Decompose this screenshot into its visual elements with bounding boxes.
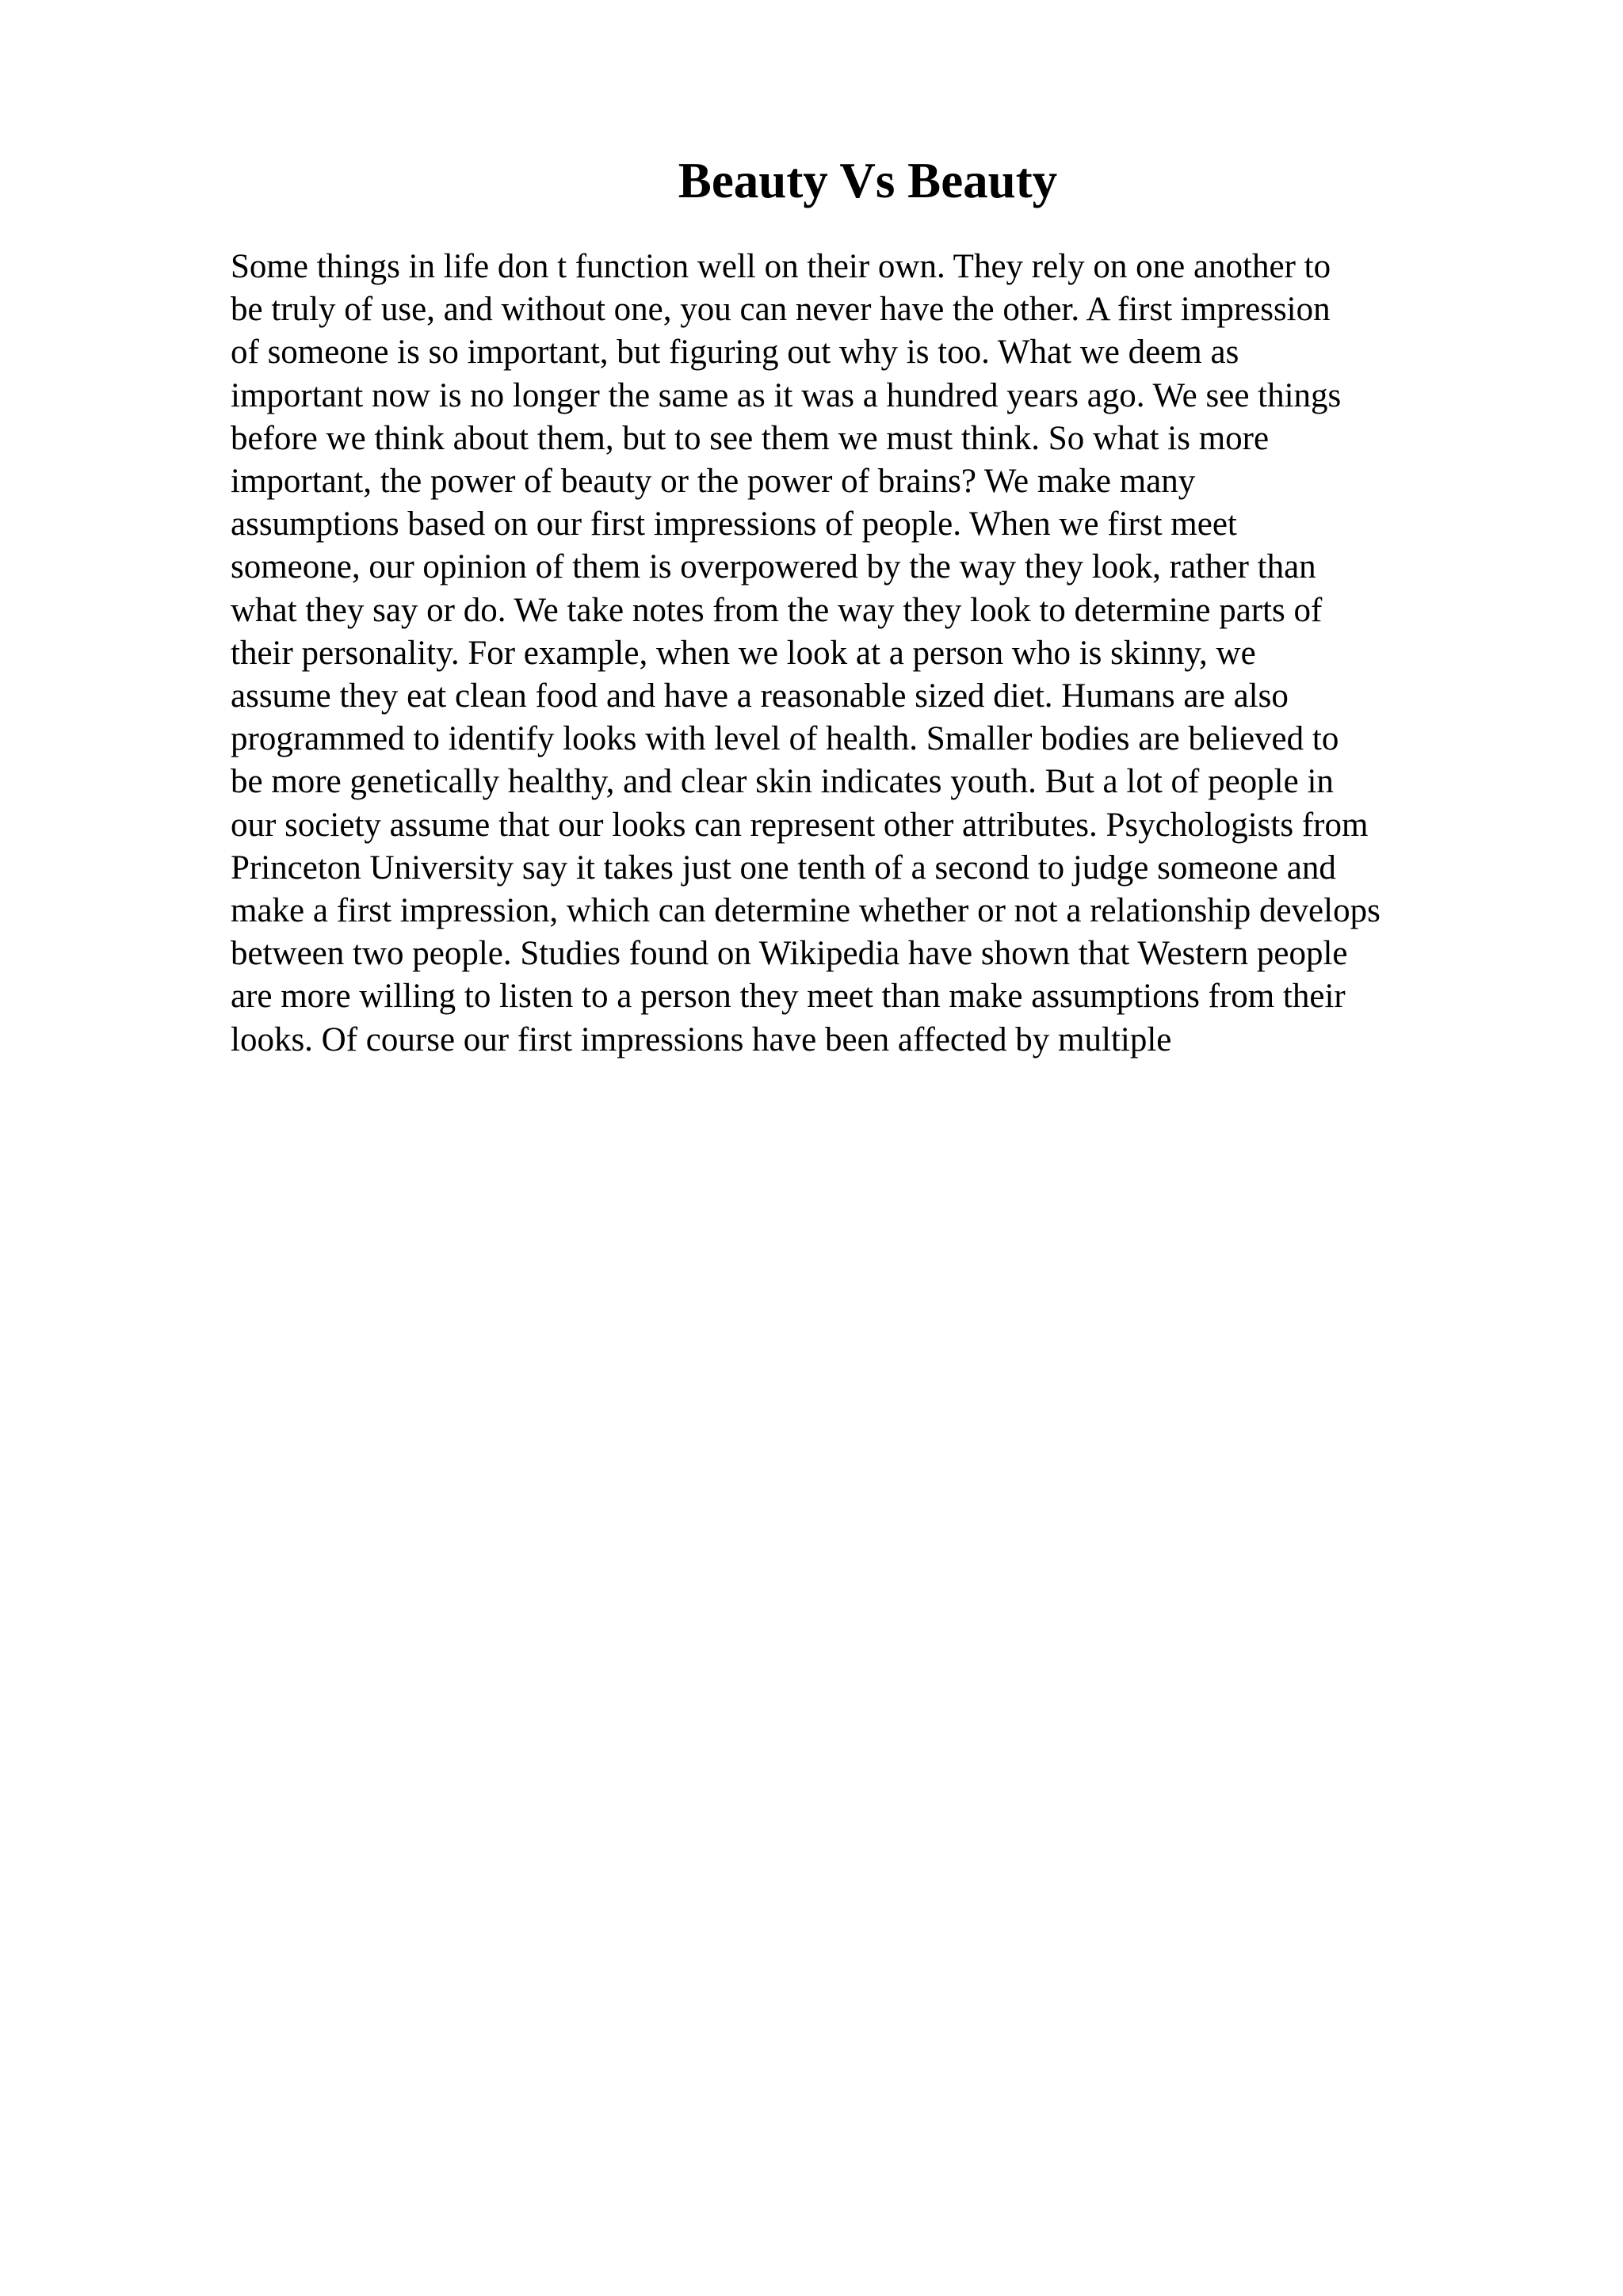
document-title: Beauty Vs Beauty	[678, 153, 1058, 208]
text-line: are more willing to listen to a person they meet than make assumptions from their	[231, 978, 1346, 1016]
text-line: of someone is so important, but figuring out why is too. What we deem as	[231, 334, 1239, 372]
text-line: Some things in life don t function well on their own. They rely on one another to	[231, 248, 1331, 285]
text-line: important now is no longer the same as it was a hundred years ago. We see things	[231, 376, 1342, 414]
text-line: Princeton University say it takes just one tenth of a second to judge someone and	[231, 849, 1336, 887]
body-paragraph	[231, 246, 1594, 1062]
text-line: their personality. For example, when we look at a person who is skinny, we	[231, 634, 1256, 672]
text-line: before we think about them, but to see them we must think. So what is more	[231, 419, 1270, 457]
text-line: our society assume that our looks can represent other attributes. Psychologists from	[231, 806, 1369, 844]
text-line: assumptions based on our first impressions of people. When we first meet	[231, 505, 1237, 543]
text-line: what they say or do. We take notes from the way they look to determine parts of	[231, 591, 1323, 629]
text-line: looks. Of course our first impressions have been affected by multiple	[231, 1020, 1172, 1058]
text-line: someone, our opinion of them is overpowered by the way they look, rather than	[231, 548, 1316, 586]
text-line: make a first impression, which can determine whether or not a relationship develops	[231, 892, 1381, 930]
text-line: programmed to identify looks with level of health. Smaller bodies are believed to	[231, 720, 1339, 758]
text-line: assume they eat clean food and have a reasonable sized diet. Humans are also	[231, 677, 1289, 715]
text-line: important, the power of beauty or the power of brains? We make many	[231, 463, 1196, 501]
text-line: be more genetically healthy, and clear skin indicates youth. But a lot of people in	[231, 763, 1334, 801]
text-line: be truly of use, and without one, you can never have the other. A first impression	[231, 291, 1331, 329]
text-line: between two people. Studies found on Wikipedia have shown that Western people	[231, 935, 1348, 973]
